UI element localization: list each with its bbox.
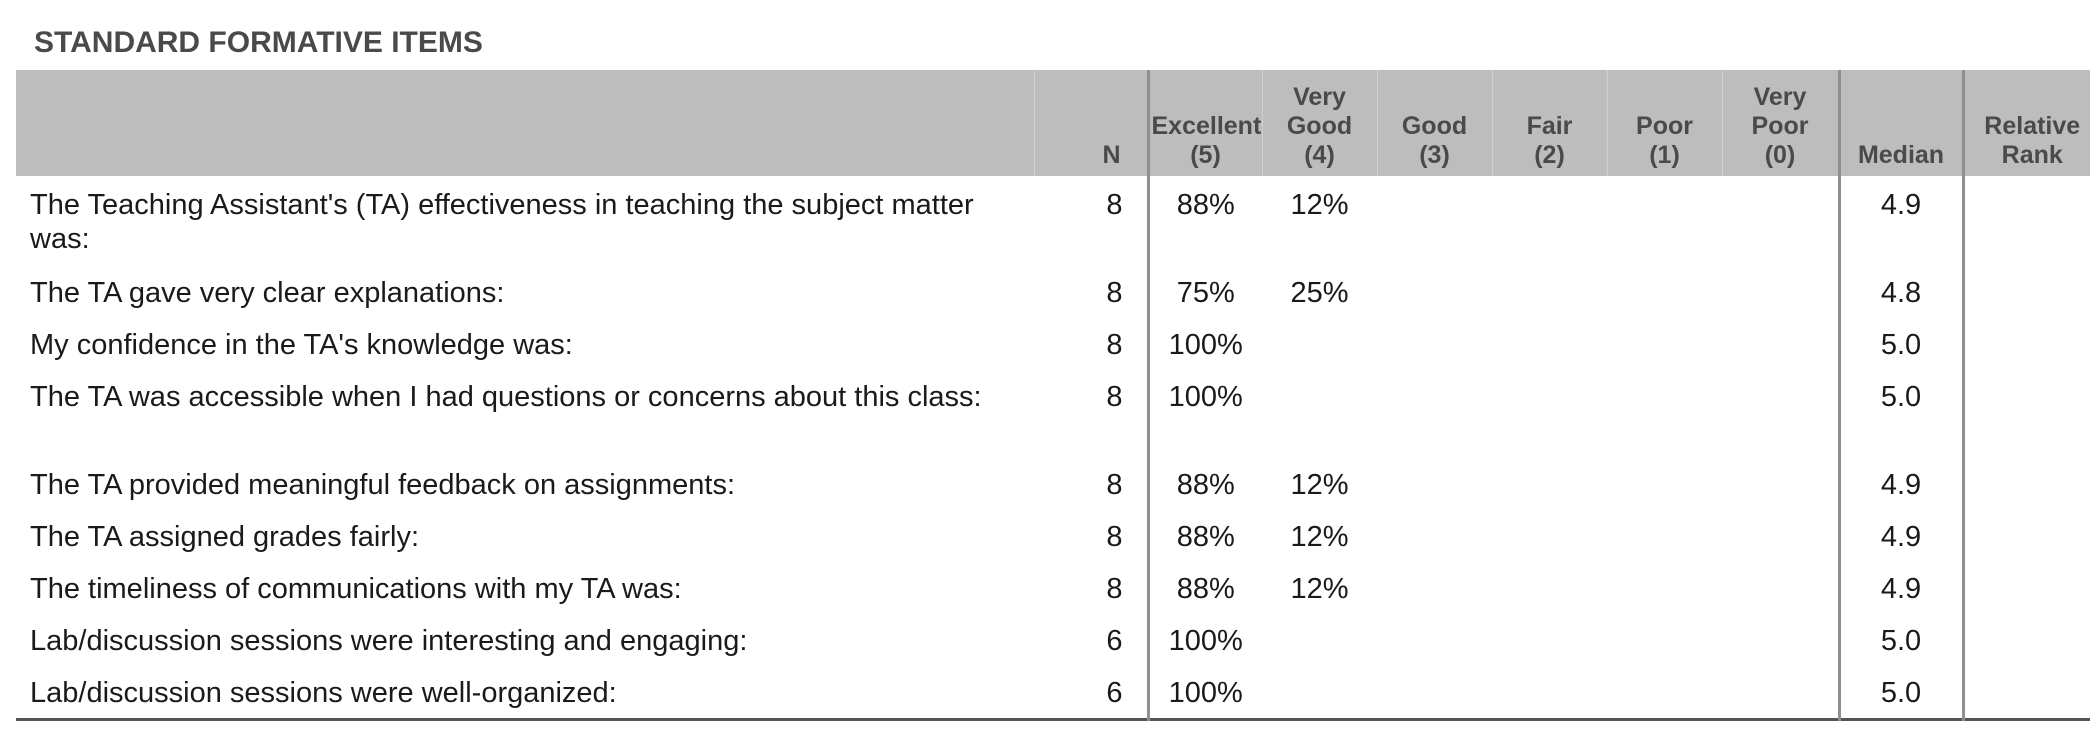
very-poor-cell (1722, 456, 1839, 508)
table-row (16, 508, 2090, 560)
excellent-cell: 100% (1148, 316, 1262, 368)
header-poor-line: Poor (1636, 112, 1693, 140)
n-cell: 8 (1106, 521, 1123, 553)
n-cell: 8 (1106, 277, 1123, 309)
formative-items-table (16, 70, 2090, 721)
very-good-cell: 12% (1290, 521, 1349, 553)
header-relative-rank (1963, 70, 2090, 176)
excellent-cell: 88% (1148, 508, 1262, 560)
very-poor-cell (1722, 560, 1839, 612)
table-row (16, 456, 2090, 508)
good-cell (1377, 508, 1492, 560)
n-cell: 8 (1106, 469, 1123, 501)
header-poor-score: (1) (1649, 141, 1680, 169)
section-title: STANDARD FORMATIVE ITEMS (34, 26, 483, 59)
very-good-cell (1262, 664, 1377, 720)
excellent-cell: 88% (1148, 176, 1262, 264)
excellent-cell: 75% (1148, 264, 1262, 316)
fair-cell (1492, 560, 1607, 612)
fair-cell (1492, 316, 1607, 368)
good-cell (1377, 664, 1492, 720)
median-cell: 4.9 (1839, 176, 1963, 264)
header-very-poor-score: (0) (1764, 141, 1796, 169)
relative-rank-cell (1963, 316, 2090, 368)
fair-cell (1492, 176, 1607, 264)
header-row (16, 70, 2090, 176)
n-cell: 6 (1106, 625, 1123, 657)
table-row (16, 368, 2090, 456)
very-poor-cell (1722, 264, 1839, 316)
good-cell (1377, 612, 1492, 664)
question-cell: The Teaching Assistant's (TA) effectiveness in teaching the subject matter was: (30, 189, 974, 255)
poor-cell (1607, 456, 1722, 508)
n-cell: 8 (1106, 329, 1123, 361)
good-cell (1377, 560, 1492, 612)
very-good-cell: 12% (1290, 573, 1349, 605)
table-row (16, 560, 2090, 612)
header-very-good-score: (4) (1304, 141, 1335, 169)
poor-cell (1607, 560, 1722, 612)
relative-rank-cell (1963, 612, 2090, 664)
relative-rank-cell (1963, 560, 2090, 612)
question-cell: My confidence in the TA's knowledge was: (30, 329, 573, 361)
header-good (1377, 70, 1492, 176)
header-fair-score: (2) (1534, 141, 1565, 169)
poor-cell (1607, 264, 1722, 316)
n-cell: 8 (1106, 573, 1123, 605)
header-excellent-score: (5) (1190, 141, 1221, 169)
question-cell: Lab/discussion sessions were well-organized: (30, 677, 617, 709)
n-cell: 6 (1106, 677, 1123, 709)
header-question (16, 70, 1034, 176)
relative-rank-cell (1963, 176, 2090, 264)
question-cell: The TA provided meaningful feedback on assignments: (30, 469, 736, 501)
median-cell: 5.0 (1839, 612, 1963, 664)
fair-cell (1492, 456, 1607, 508)
very-poor-cell (1722, 176, 1839, 264)
good-cell (1377, 316, 1492, 368)
n-cell: 8 (1106, 189, 1123, 221)
header-fair (1492, 70, 1607, 176)
fair-cell (1492, 612, 1607, 664)
header-very-good (1262, 70, 1377, 176)
header-relative-rank-line2: Rank (2001, 141, 2063, 169)
very-good-cell (1262, 316, 1377, 368)
question-cell: The TA gave very clear explanations: (30, 277, 505, 309)
poor-cell (1607, 612, 1722, 664)
very-poor-cell (1722, 368, 1839, 456)
question-cell: The TA was accessible when I had questions or concerns about this class: (30, 381, 982, 413)
good-cell (1377, 264, 1492, 316)
poor-cell (1607, 368, 1722, 456)
header-good-line: Good (1401, 112, 1468, 140)
fair-cell (1492, 264, 1607, 316)
header-very-poor-line2: Poor (1751, 112, 1809, 140)
header-very-poor (1722, 70, 1839, 176)
header-very-poor-line1: Very (1753, 83, 1807, 111)
fair-cell (1492, 508, 1607, 560)
very-poor-cell (1722, 508, 1839, 560)
very-good-cell: 25% (1290, 277, 1349, 309)
header-excellent (1148, 70, 1262, 176)
very-poor-cell (1722, 664, 1839, 720)
excellent-cell: 88% (1148, 560, 1262, 612)
excellent-cell: 100% (1148, 664, 1262, 720)
relative-rank-cell (1963, 456, 2090, 508)
table-row (16, 664, 2090, 720)
good-cell (1377, 368, 1492, 456)
table-row (16, 176, 2090, 264)
fair-cell (1492, 368, 1607, 456)
table-row (16, 612, 2090, 664)
very-good-cell: 12% (1290, 469, 1349, 501)
table-row (16, 264, 2090, 316)
very-good-cell (1262, 368, 1377, 456)
very-poor-cell (1722, 612, 1839, 664)
median-cell: 5.0 (1839, 316, 1963, 368)
median-cell: 5.0 (1839, 368, 1963, 456)
question-cell: The timeliness of communications with my TA was: (30, 573, 682, 605)
relative-rank-cell (1963, 368, 2090, 456)
header-good-score: (3) (1419, 141, 1450, 169)
excellent-cell: 88% (1148, 456, 1262, 508)
poor-cell (1607, 176, 1722, 264)
question-cell: The TA assigned grades fairly: (30, 521, 420, 553)
header-n: N (1034, 70, 1148, 176)
relative-rank-cell (1963, 508, 2090, 560)
good-cell (1377, 456, 1492, 508)
very-poor-cell (1722, 316, 1839, 368)
median-cell: 4.9 (1839, 508, 1963, 560)
header-median: Median (1839, 70, 1963, 176)
fair-cell (1492, 664, 1607, 720)
header-relative-rank-line1: Relative (1984, 112, 2081, 140)
median-cell: 5.0 (1839, 664, 1963, 720)
excellent-cell: 100% (1148, 368, 1262, 456)
good-cell (1377, 176, 1492, 264)
n-cell: 8 (1106, 381, 1123, 413)
header-very-good-line1: Very (1293, 83, 1346, 111)
question-cell: Lab/discussion sessions were interesting and engaging: (30, 625, 748, 657)
header-poor (1607, 70, 1722, 176)
median-cell: 4.8 (1839, 264, 1963, 316)
relative-rank-cell (1963, 664, 2090, 720)
relative-rank-cell (1963, 264, 2090, 316)
header-excellent-line: Excellent (1151, 112, 1262, 140)
median-cell: 4.9 (1839, 560, 1963, 612)
very-good-cell: 12% (1290, 189, 1349, 221)
excellent-cell: 100% (1148, 612, 1262, 664)
poor-cell (1607, 316, 1722, 368)
median-cell: 4.9 (1839, 456, 1963, 508)
header-fair-line: Fair (1526, 112, 1573, 140)
very-good-cell (1262, 612, 1377, 664)
header-very-good-line2: Good (1286, 112, 1353, 140)
poor-cell (1607, 664, 1722, 720)
poor-cell (1607, 508, 1722, 560)
table-row (16, 316, 2090, 368)
